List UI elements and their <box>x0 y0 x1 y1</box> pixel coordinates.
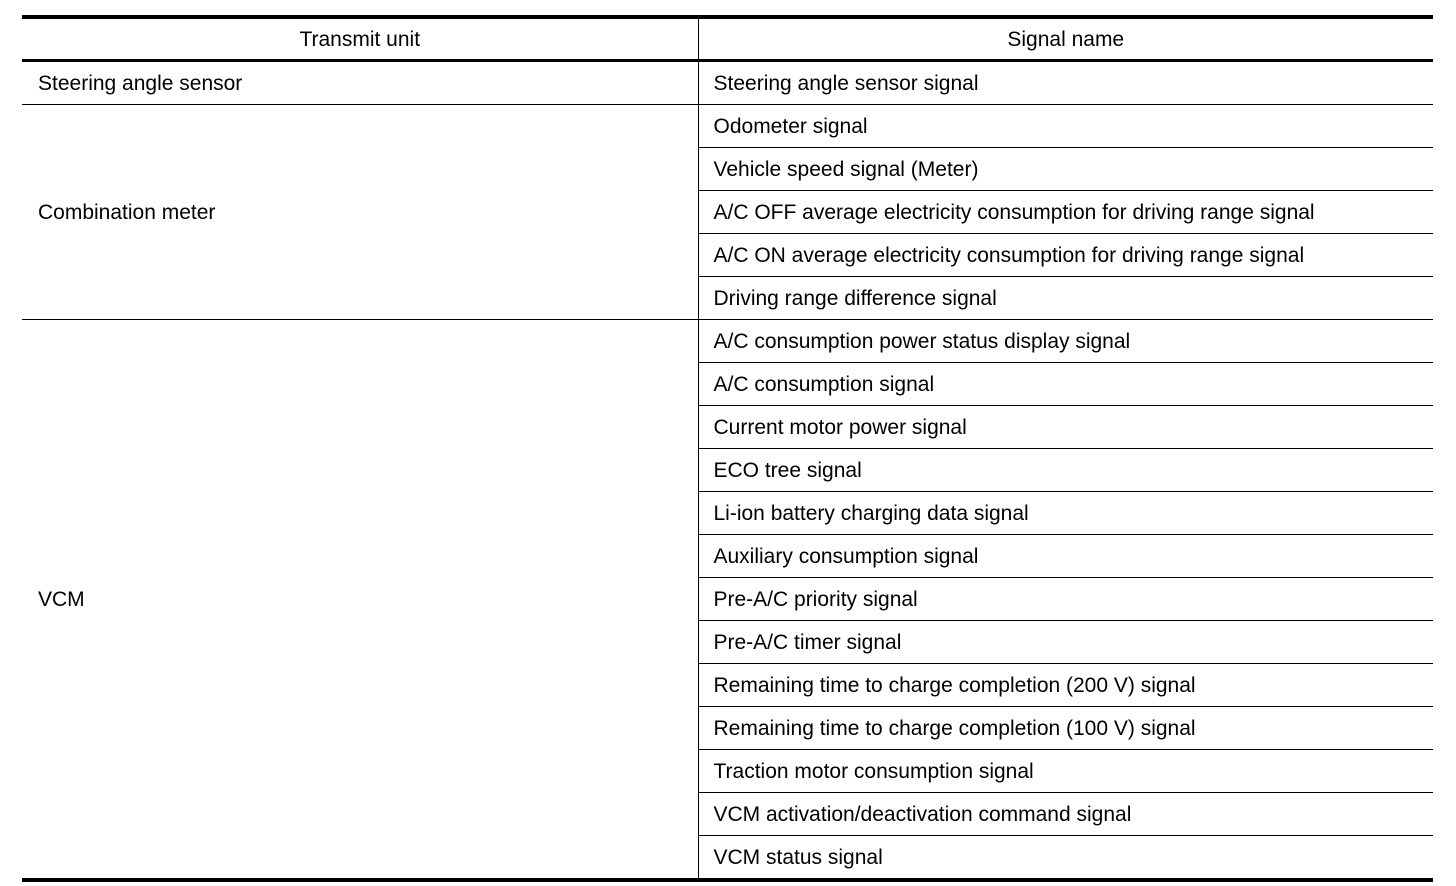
signal-name-cell: Li-ion battery charging data signal <box>698 492 1433 535</box>
header-row <box>22 17 1433 61</box>
signal-name-cell: Driving range difference signal <box>698 277 1433 320</box>
signal-name-cell: Current motor power signal <box>698 406 1433 449</box>
signal-name-cell: A/C consumption power status display signal <box>698 320 1433 363</box>
table-row <box>22 105 1433 148</box>
signal-table <box>22 15 1433 882</box>
signal-name-cell: ECO tree signal <box>698 449 1433 492</box>
header-signal-name: Signal name <box>698 17 1433 61</box>
signal-name-cell: A/C OFF average electricity consumption for driving range signal <box>698 191 1433 234</box>
signal-name-cell: Pre-A/C timer signal <box>698 621 1433 664</box>
transmit-unit-cell: Steering angle sensor <box>22 61 698 105</box>
signal-name-cell: Pre-A/C priority signal <box>698 578 1433 621</box>
transmit-unit-cell: Combination meter <box>22 105 698 320</box>
signal-name-cell: Odometer signal <box>698 105 1433 148</box>
signal-name-cell: Vehicle speed signal (Meter) <box>698 148 1433 191</box>
signal-name-cell: Traction motor consumption signal <box>698 750 1433 793</box>
transmit-unit-cell: VCM <box>22 320 698 881</box>
signal-name-cell: Remaining time to charge completion (100 V) signal <box>698 707 1433 750</box>
table-body <box>22 61 1433 881</box>
signal-name-cell: A/C ON average electricity consumption for driving range signal <box>698 234 1433 277</box>
table-header <box>22 17 1433 61</box>
signal-name-cell: VCM activation/deactivation command signal <box>698 793 1433 836</box>
table-row <box>22 61 1433 105</box>
header-transmit-unit: Transmit unit <box>22 17 698 61</box>
signal-name-cell: A/C consumption signal <box>698 363 1433 406</box>
signal-name-cell: VCM status signal <box>713 845 883 869</box>
signal-name-cell: Remaining time to charge completion (200 V) signal <box>698 664 1433 707</box>
signal-name-cell: Auxiliary consumption signal <box>698 535 1433 578</box>
signal-name-cell: Steering angle sensor signal <box>698 61 1433 105</box>
table-row <box>22 320 1433 363</box>
